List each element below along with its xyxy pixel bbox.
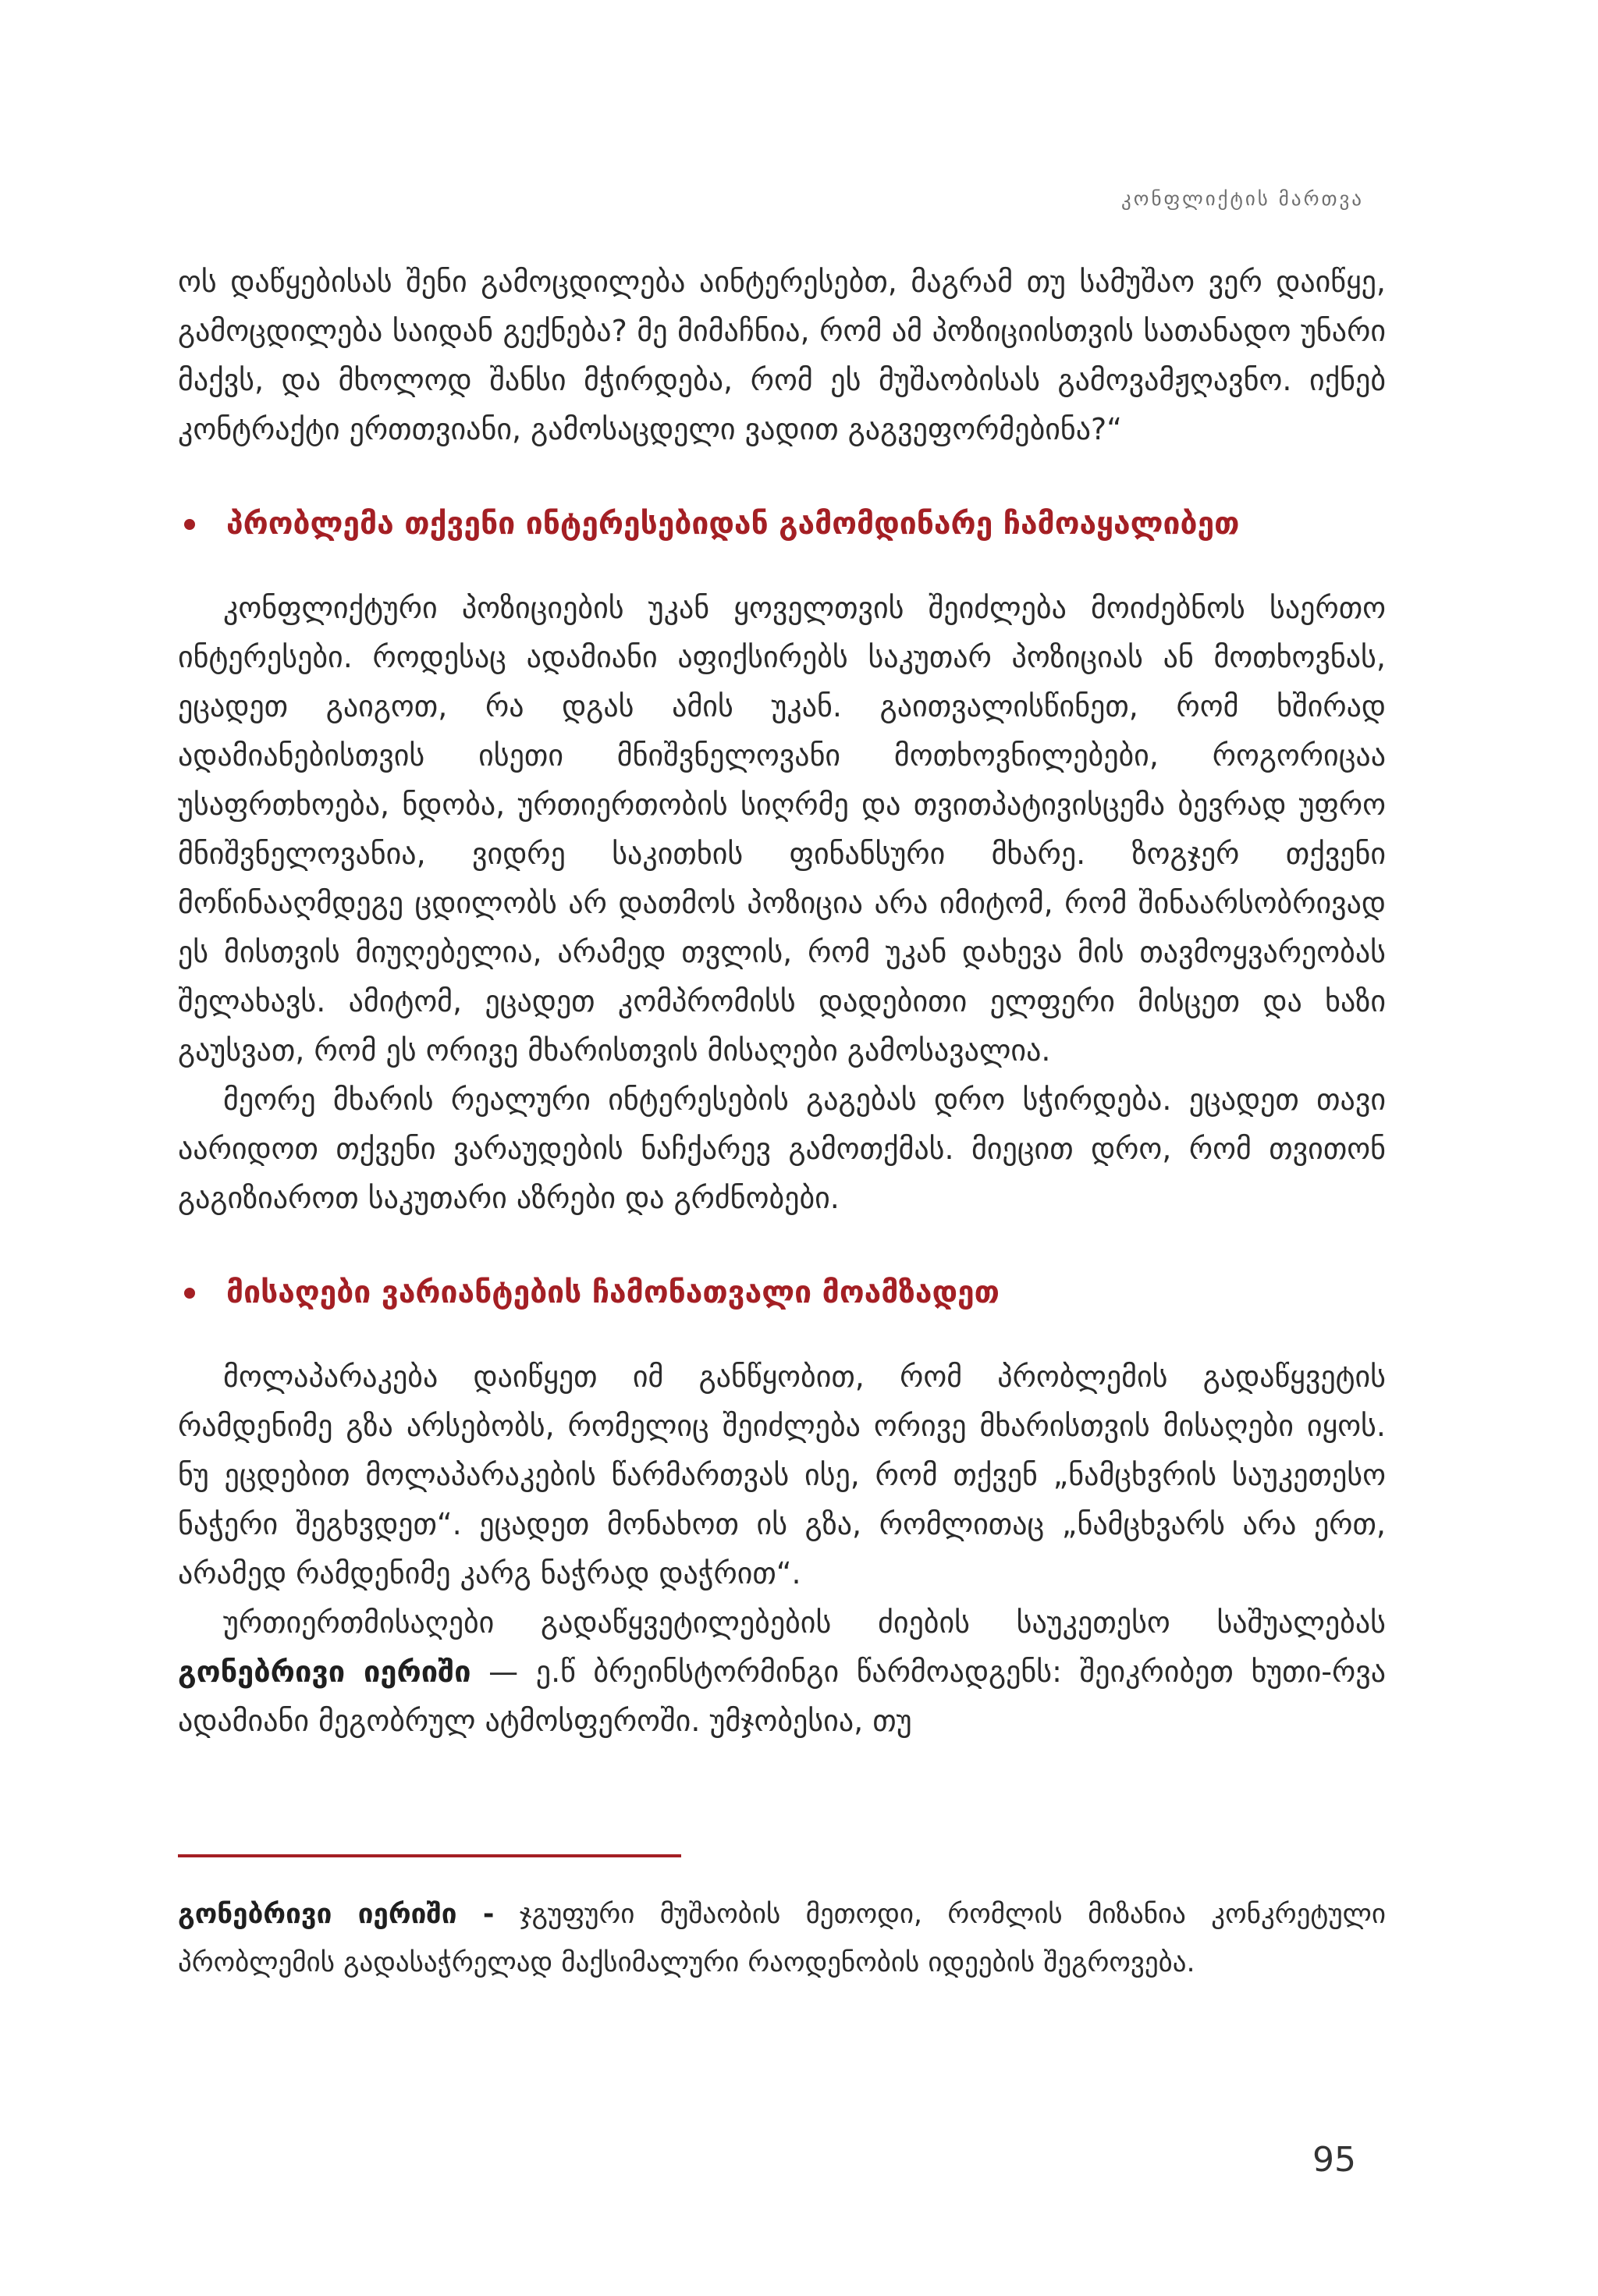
page-number: 95 (1312, 2140, 1356, 2180)
footnote-term: გონებრივი იერიში - (178, 1899, 495, 1930)
section-heading-problem (178, 501, 1386, 548)
section1-paragraph-2: მეორე მხარის რეალური ინტერესების გაგებას დრო სჭირდება. ეცადეთ თავი აარიდოთ თქვენი ვარაუდების ნაჩქარევ გამოთქმას. მიეცით დრო, რომ თვითონ გაგიზიაროთ საკუთარი აზრები და გრძნობები. (178, 1082, 1386, 1215)
section2-paragraph-1: მოლაპარაკება დაიწყეთ იმ განწყობით, რომ პრობლემის გადაწყვეტის რამდენიმე გზა არსებობს, რომელიც შეიძლება ორივე მხარისთვის მისაღები იყოს. ნუ ეცდებით მოლაპარაკების წარმართვას ისე, რომ თქვენ „ნამცხვრის საუკეთესო ნაჭერი შეგხვდეთ“. ეცადეთ მონახოთ ის გზა, რომლითაც „ნამცხვარს არა ერთ, არამედ რამდენიმე კარგ ნაჭრად დაჭრით“. (178, 1359, 1386, 1590)
paragraph-text: ურთიერთმისაღები გადაწყვეტილებების ძიების საუკეთესო საშუალებას (223, 1605, 1386, 1640)
key-term: გონებრივი იერიში (178, 1654, 471, 1689)
section1-paragraph-1: კონფლიქტური პოზიციების უკან ყოველთვის შეიძლება მოიძებნოს საერთო ინტერესები. როდესაც ადამიანი აფიქსირებს საკუთარ პოზიციას ან მოთხოვნას, ეცადეთ გაიგოთ, რა დგას ამის უკან. გაითვალისწინეთ, რომ ხშირად ადამიანებისთვის ისეთი მნიშვნელოვანი მოთხოვნილებები, როგორიცაა უსაფრთხოება, ნდობა, ურთიერთობის სიღრმე და თვითპატივისცემა ბევრად უფრო მნიშვნელოვანია, ვიდრე საკითხის ფინანსური მხარე. ზოგჯერ თქვენი მოწინააღმდეგე ცდილობს არ დათმოს პოზიცია არა იმიტომ, რომ შინაარსობრივად ეს მისთვის მიუღებელია, არამედ თვლის, რომ უკან დახევა მის თავმოყვარეობას შელახავს. ამიტომ, ეცადეთ კომპრომისს დადებითი ელფერი მისცეთ და ხაზი გაუსვათ, რომ ეს ორივე მხარისთვის მისაღები გამოსავალია. (178, 591, 1386, 1068)
section-heading-options (178, 1270, 1386, 1317)
footnote-divider (178, 1854, 681, 1857)
section2-paragraph-2 (178, 1598, 1386, 1746)
bullet-icon (184, 1288, 195, 1299)
footnote-definition: ჯგუფური მუშაობის მეთოდი, რომლის მიზანია კონკრეტული პრობლემის გადასაჭრელად მაქსიმალური რაოდენობის იდეების შეგროვება. (178, 1899, 1386, 1978)
main-content (178, 258, 1386, 1746)
bullet-icon (184, 519, 195, 530)
running-head: კონფლიქტის მართვა (1121, 187, 1364, 210)
paragraph-text: — ე.წ ბრეინსტორმინგი წარმოადგენს: შეიკრიბეთ ხუთი-რვა ადამიანი მეგობრულ ატმოსფეროში. უმჯობესია, თუ (178, 1654, 1386, 1738)
section-heading-text: პრობლემა თქვენი ინტერესებიდან გამომდინარე ჩამოაყალიბეთ (226, 506, 1240, 542)
footnote (178, 1890, 1386, 1987)
section-heading-text: მისაღები ვარიანტების ჩამონათვალი მოამზადეთ (226, 1275, 1000, 1310)
intro-paragraph: ოს დაწყებისას შენი გამოცდილება აინტერესებთ, მაგრამ თუ სამუშაო ვერ დაიწყე, გამოცდილება საიდან გექნება? მე მიმაჩნია, რომ ამ პოზიციისთვის სათანადო უნარი მაქვს, და მხოლოდ შანსი მჭირდება, რომ ეს მუშაობისას გამოვამჟღავნო. იქნებ კონტრაქტი ერთთვიანი, გამოსაცდელი ვადით გაგვეფორმებინა?“ (178, 265, 1386, 446)
